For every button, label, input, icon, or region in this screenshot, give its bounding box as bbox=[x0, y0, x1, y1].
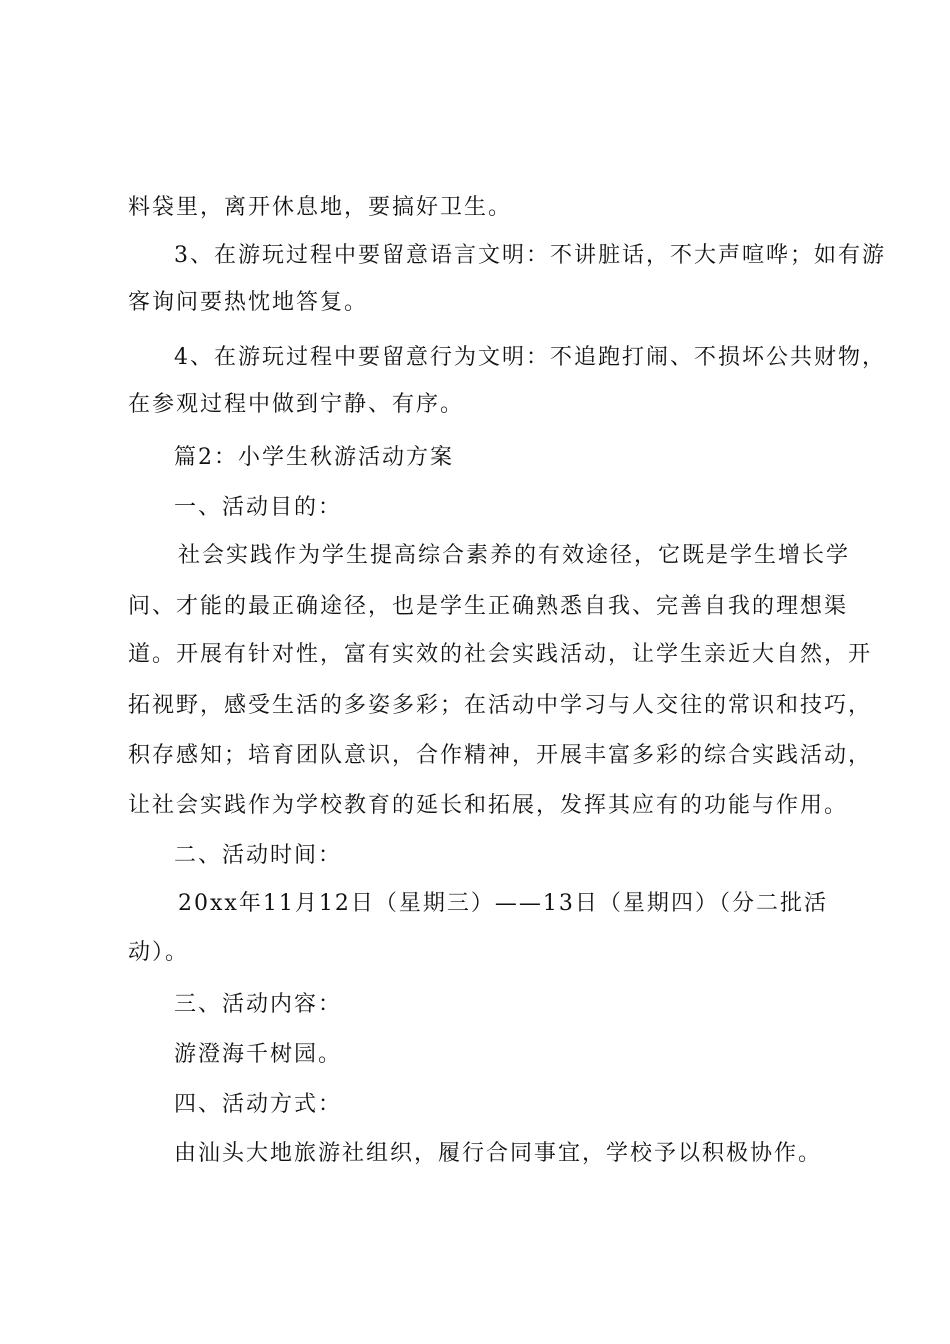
section-heading: 四、活动方式： bbox=[174, 1092, 343, 1117]
paragraph-line: 3、在游玩过程中要留意语言文明：不讲脏话，不大声喧哗；如有游 bbox=[174, 243, 886, 268]
paragraph-line: 社会实践作为学生提高综合素养的有效途径，它既是学生增长学 bbox=[178, 543, 851, 568]
paragraph-line: 由汕头大地旅游社组织，履行合同事宜，学校予以积极协作。 bbox=[174, 1141, 823, 1166]
paragraph-line: 问、才能的最正确途径，也是学生正确熟悉自我、完善自我的理想渠 bbox=[128, 594, 849, 619]
paragraph-line: 料袋里，离开休息地，要搞好卫生。 bbox=[128, 195, 513, 220]
section-title: 篇2：小学生秋游活动方案 bbox=[174, 445, 454, 470]
paragraph-line: 20xx年11月12日（星期三）——13日（星期四）（分二批活 bbox=[178, 891, 828, 916]
paragraph-line: 道。开展有针对性，富有实效的社会实践活动，让学生亲近大自然，开 bbox=[128, 642, 873, 667]
paragraph-line: 动）。 bbox=[128, 940, 190, 965]
paragraph-line: 在参观过程中做到宁静、有序。 bbox=[128, 392, 465, 417]
section-heading: 三、活动内容： bbox=[174, 992, 343, 1017]
paragraph-line: 游澄海千树园。 bbox=[174, 1042, 343, 1067]
paragraph-line: 积存感知；培育团队意识，合作精神，开展丰富多彩的综合实践活动， bbox=[128, 743, 873, 768]
paragraph-line: 让社会实践作为学校教育的延长和拓展，发挥其应有的功能与作用。 bbox=[128, 793, 849, 818]
section-heading: 二、活动时间： bbox=[174, 843, 343, 868]
paragraph-line: 拓视野，感受生活的多姿多彩；在活动中学习与人交往的常识和技巧， bbox=[128, 693, 873, 718]
paragraph-line: 4、在游玩过程中要留意行为文明：不追跑打闹、不损坏公共财物， bbox=[174, 345, 886, 370]
paragraph-line: 客询问要热忱地答复。 bbox=[128, 290, 369, 315]
section-heading: 一、活动目的： bbox=[174, 495, 343, 520]
